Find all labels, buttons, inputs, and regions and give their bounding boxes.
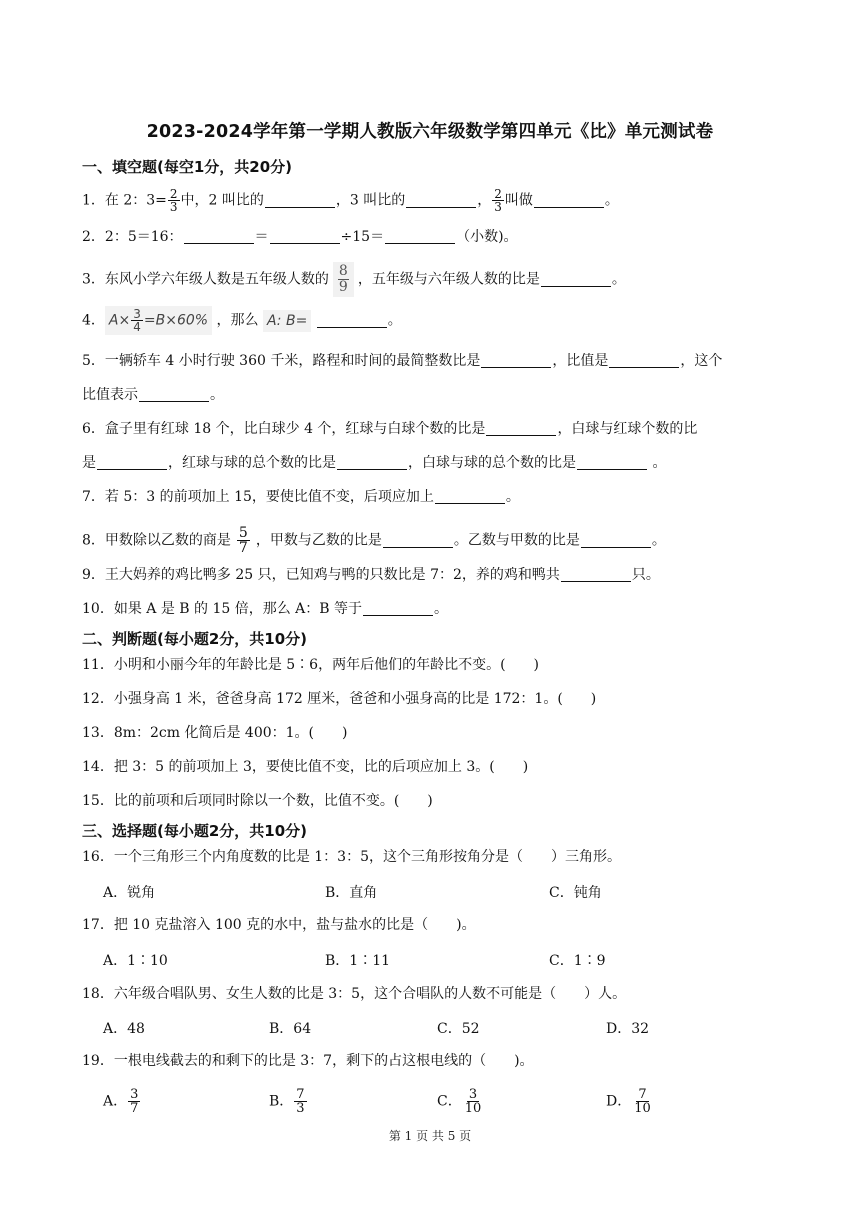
option-d[interactable]: D．32 <box>606 1021 650 1037</box>
option-a[interactable]: A．锐角 <box>103 885 156 901</box>
question-5: 5．一辆轿车 4 小时行驶 360 千米，路程和时间的最简整数比是 ，比值是 ，这个 <box>82 353 723 369</box>
question-12: 12．小强身高 1 米，爸爸身高 172 厘米，爸爸和小强身高的比是 172：1。( ) <box>82 691 597 707</box>
answer-blank[interactable] <box>534 193 604 208</box>
question-11: 11．小明和小丽今年的年龄比是 5∶6，两年后他们的年龄比不变。( ) <box>82 657 540 673</box>
question-6: 6．盒子里有红球 18 个，比白球少 4 个，红球与白球个数的比是 ，白球与红球个数的比 <box>82 421 698 437</box>
answer-blank[interactable] <box>609 353 679 368</box>
formula-image: A× $\frac{3}{4}$ =B×60% <box>105 306 212 335</box>
question-14: 14．把 3：5 的前项加上 3，要使比值不变，比的后项应加上 3。( ) <box>82 759 529 775</box>
question-18: 18．六年级合唱队男、女生人数的比是 3：5，这个合唱队的人数不可能是（ ）人。 <box>82 986 627 1002</box>
question-7: 7．若 5：3 的前项加上 15，要使比值不变，后项应加上 。 <box>82 489 520 505</box>
answer-blank[interactable] <box>337 455 407 470</box>
option-a[interactable]: A． $\frac{3}{7}$ <box>103 1087 139 1116</box>
option-b[interactable]: B．64 <box>269 1021 312 1037</box>
question-19: 19．一根电线截去的和剩下的比是 3：7，剩下的占这根电线的（ )。 <box>82 1053 534 1069</box>
answer-blank[interactable] <box>97 455 167 470</box>
question-3: 3．东风小学六年级人数是五年级人数的 $\frac{8}{9}$ ，五年级与六年级人数的比是 。 <box>82 263 626 295</box>
answer-blank[interactable] <box>265 193 335 208</box>
answer-blank[interactable] <box>541 272 611 287</box>
option-c[interactable]: C．1∶9 <box>549 953 606 969</box>
formula-image: A: B= <box>263 310 311 332</box>
answer-blank[interactable] <box>406 193 476 208</box>
section-heading-fill-in: 一、填空题(每空1分，共20分) <box>82 158 293 176</box>
question-10: 10．如果 A 是 B 的 15 倍，那么 A：B 等于 。 <box>82 601 449 617</box>
question-9: 9．王大妈养的鸡比鸭多 25 只，已知鸡与鸭的只数比是 7：2，养的鸡和鸭共 只。 <box>82 567 660 583</box>
question-6-cont: 是 ，红球与球的总个数的比是 ，白球与球的总个数的比是 。 <box>82 455 667 471</box>
answer-blank[interactable] <box>486 421 556 436</box>
option-b[interactable]: B． $\frac{7}{3}$ <box>269 1087 305 1116</box>
question-8: 8．甲数除以乙数的商是 $\frac{5}{7}$ ，甲数与乙数的比是 。乙数与甲数的比是 。 <box>82 525 666 556</box>
answer-blank[interactable] <box>581 533 651 548</box>
fraction: $\frac{2}{3}$ <box>169 187 178 214</box>
page-footer: 第 1 页 共 5 页 <box>388 1129 472 1143</box>
answer-blank[interactable] <box>481 353 551 368</box>
answer-blank[interactable] <box>270 229 340 244</box>
question-17: 17．把 10 克盐溶入 100 克的水中，盐与盐水的比是（ )。 <box>82 917 476 933</box>
option-b[interactable]: B．1∶11 <box>325 953 391 969</box>
answer-blank[interactable] <box>363 601 433 616</box>
option-b[interactable]: B．直角 <box>325 885 378 901</box>
option-d[interactable]: D． $\frac{7}{10}$ <box>606 1087 651 1116</box>
question-4: 4． A× $\frac{3}{4}$ =B×60% ，那么 A: B= 。 <box>82 307 402 334</box>
page-title: 2023-2024学年第一学期人教版六年级数学第四单元《比》单元测试卷 <box>146 122 714 142</box>
option-c[interactable]: C．钝角 <box>549 885 602 901</box>
question-2: 2．2：5＝16： ＝ ÷15＝ （小数)。 <box>82 229 518 245</box>
fraction-image: $\frac{8}{9}$ <box>333 262 354 297</box>
option-a[interactable]: A．1∶10 <box>103 953 168 969</box>
answer-blank[interactable] <box>435 489 505 504</box>
option-a[interactable]: A．48 <box>103 1021 145 1037</box>
answer-blank[interactable] <box>317 313 387 328</box>
question-5-cont: 比值表示 。 <box>82 387 224 403</box>
answer-blank[interactable] <box>385 229 455 244</box>
section-heading-true-false: 二、判断题(每小题2分，共10分) <box>82 630 308 648</box>
question-1: 1．在 2：3= $\frac{2}{3}$ 中，2 叫比的 ，3 叫比的 ， $\frac{2}{3}$ 叫做 。 <box>82 187 619 214</box>
question-13: 13．8m：2cm 化简后是 400：1。( ) <box>82 725 348 741</box>
answer-blank[interactable] <box>561 567 631 582</box>
fraction: $\frac{5}{7}$ <box>238 525 248 556</box>
section-heading-multiple-choice: 三、选择题(每小题2分，共10分) <box>82 822 308 840</box>
option-c[interactable]: C． $\frac{3}{10}$ <box>437 1087 482 1116</box>
option-c[interactable]: C．52 <box>437 1021 480 1037</box>
question-16: 16．一个三角形三个内角度数的比是 1：3：5，这个三角形按角分是（ ）三角形。 <box>82 849 621 865</box>
question-15: 15．比的前项和后项同时除以一个数，比值不变。( ) <box>82 793 433 809</box>
answer-blank[interactable] <box>184 229 254 244</box>
answer-blank[interactable] <box>577 455 647 470</box>
fraction: $\frac{2}{3}$ <box>494 187 502 214</box>
answer-blank[interactable] <box>383 533 453 548</box>
answer-blank[interactable] <box>139 387 209 402</box>
